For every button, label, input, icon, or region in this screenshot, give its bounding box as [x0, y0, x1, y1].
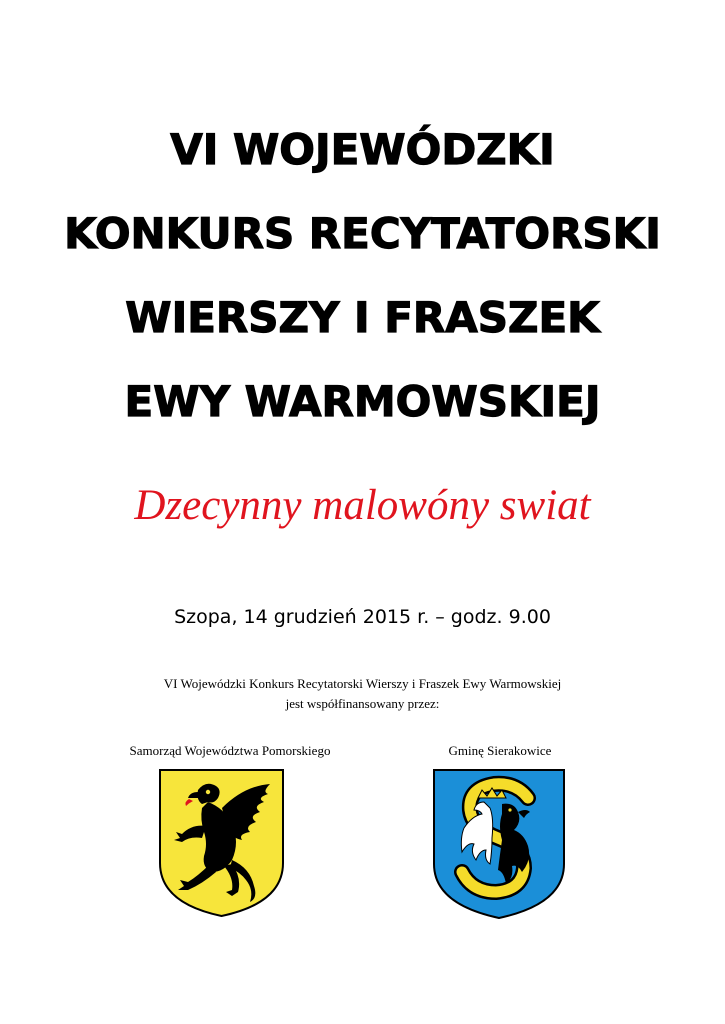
title-line-2: KONKURS RECYTATORSKI — [64, 209, 661, 258]
sponsor-name-pomorskie: Samorząd Województwa Pomorskiego — [129, 743, 331, 758]
griffin-crest-icon — [158, 768, 285, 918]
funding-note — [0, 674, 725, 714]
funding-note-line-2: jest współfinansowany przez: — [285, 696, 440, 711]
event-place-date-time: Szopa, 14 grudzień 2015 r. – godz. 9.00 — [174, 606, 551, 628]
title-line-3: WIERSZY I FRASZEK — [125, 293, 600, 342]
poster-title — [0, 108, 725, 444]
title-line-1: VI WOJEWÓDZKI — [170, 125, 555, 174]
eagle-s-crest-icon — [432, 768, 566, 920]
poster-subtitle: Dzecynny malowóny swiat — [134, 482, 591, 529]
title-line-4: EWY WARMOWSKIEJ — [124, 377, 601, 426]
sponsor-name-sierakowice: Gminę Sierakowice — [448, 743, 552, 758]
funding-note-line-1: VI Wojewódzki Konkurs Recytatorski Wierszy i Fraszek Ewy Warmowskiej — [163, 676, 562, 691]
